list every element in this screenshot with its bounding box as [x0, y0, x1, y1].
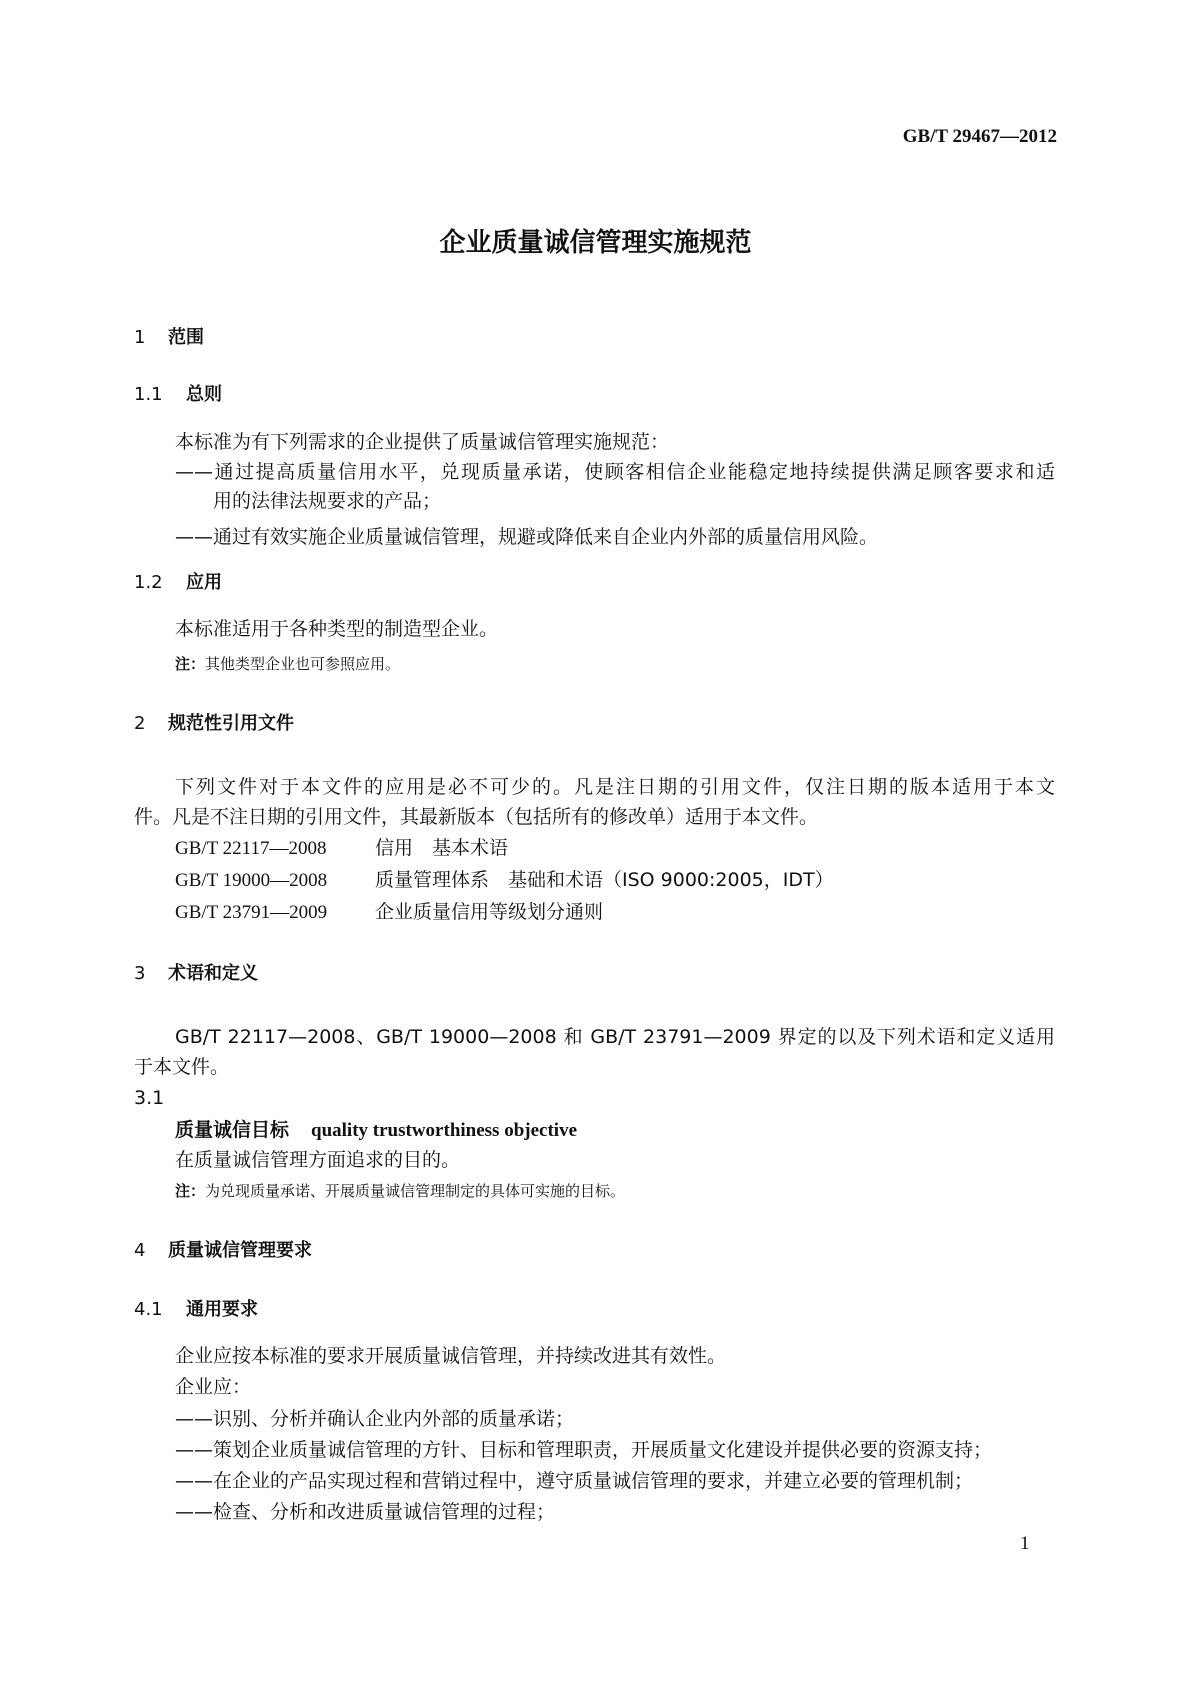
section-title: 应用: [186, 572, 222, 593]
reference-item: [175, 836, 508, 861]
note-text: 其他类型企业也可参照应用。: [205, 655, 401, 673]
section-title: 质量诚信管理要求: [168, 1240, 312, 1261]
section-3-heading: [134, 962, 258, 986]
term-cn: 质量诚信目标: [175, 1119, 290, 1141]
section-title: 术语和定义: [168, 963, 258, 984]
section-4-1-heading: [134, 1298, 258, 1322]
note: [175, 1179, 625, 1203]
reference-title: 企业质量信用等级划分通则: [375, 901, 604, 923]
term-heading: [175, 1118, 577, 1143]
reference-item: [175, 900, 603, 925]
bullet-item: ——通过提高质量信用水平，兑现质量承诺，使顾客相信企业能稳定地持续提供满足顾客要求和适: [175, 461, 1055, 483]
section-number: 1: [134, 327, 146, 348]
section-number: 1.2: [134, 572, 163, 593]
section-title: 通用要求: [186, 1299, 258, 1320]
section-title: 总则: [186, 384, 222, 405]
reference-code: GB/T 22117—2008: [175, 838, 327, 859]
paragraph-continuation: 于本文件。: [134, 1056, 230, 1078]
section-number: 4: [134, 1240, 146, 1261]
reference-code: GB/T 23791—2009: [175, 902, 328, 923]
paragraph: 本标准适用于各种类型的制造型企业。: [175, 618, 499, 640]
note: [175, 652, 400, 676]
section-2-heading: [134, 712, 294, 736]
section-number: 2: [134, 713, 146, 734]
section-1-2-heading: [134, 571, 222, 595]
paragraph: GB/T 22117—2008、GB/T 19000—2008 和 GB/T 23791—2009 界定的以及下列术语和定义适用: [175, 1026, 1055, 1048]
paragraph: 企业应：: [175, 1376, 252, 1398]
bullet-item: ——策划企业质量诚信管理的方针、目标和管理职责，开展质量文化建设并提供必要的资源支持；: [175, 1439, 993, 1461]
section-1-heading: [134, 326, 204, 350]
reference-title: 质量管理体系 基础和术语（ISO 9000:2005，IDT）: [375, 869, 834, 891]
standard-number: GB/T 29467—2012: [902, 126, 1057, 147]
bullet-item: ——检查、分析和改进质量诚信管理的过程；: [175, 1501, 556, 1523]
section-1-1-heading: [134, 383, 222, 407]
paragraph: 企业应按本标准的要求开展质量诚信管理，并持续改进其有效性。: [175, 1345, 727, 1367]
paragraph: 下列文件对于本文件的应用是必不可少的。凡是注日期的引用文件，仅注日期的版本适用于本文: [175, 776, 1055, 798]
reference-code: GB/T 19000—2008: [175, 870, 328, 891]
term-en: quality trustworthiness objective: [311, 1120, 577, 1141]
paragraph-continuation: 件。凡是不注日期的引用文件，其最新版本（包括所有的修改单）适用于本文件。: [134, 806, 819, 828]
page-number: 1: [1020, 1533, 1030, 1554]
section-number: 4.1: [134, 1299, 163, 1320]
section-number: 3: [134, 963, 146, 984]
reference-title: 信用 基本术语: [375, 837, 509, 859]
reference-item: [175, 868, 834, 893]
paragraph: 本标准为有下列需求的企业提供了质量诚信管理实施规范：: [175, 431, 670, 453]
bullet-item: ——识别、分析并确认企业内外部的质量承诺；: [175, 1408, 575, 1430]
section-title: 规范性引用文件: [168, 713, 294, 734]
note-label: 注：: [175, 1182, 206, 1200]
bullet-item: ——通过有效实施企业质量诚信管理，规避或降低来自企业内外部的质量信用风险。: [175, 526, 879, 548]
bullet-item: ——在企业的产品实现过程和营销过程中，遵守质量诚信管理的要求，并建立必要的管理机制；: [175, 1470, 974, 1492]
section-title: 范围: [168, 327, 204, 348]
note-text: 为兑现质量承诺、开展质量诚信管理制定的具体可实施的目标。: [205, 1182, 626, 1200]
section-4-heading: [134, 1239, 312, 1263]
section-number: 1.1: [134, 384, 163, 405]
term-definition: 在质量诚信管理方面追求的目的。: [175, 1149, 461, 1171]
document-title: 企业质量诚信管理实施规范: [439, 228, 752, 258]
term-number: 3.1: [134, 1087, 165, 1109]
note-label: 注：: [175, 655, 206, 673]
bullet-item-continuation: 用的法律法规要求的产品；: [213, 490, 442, 512]
